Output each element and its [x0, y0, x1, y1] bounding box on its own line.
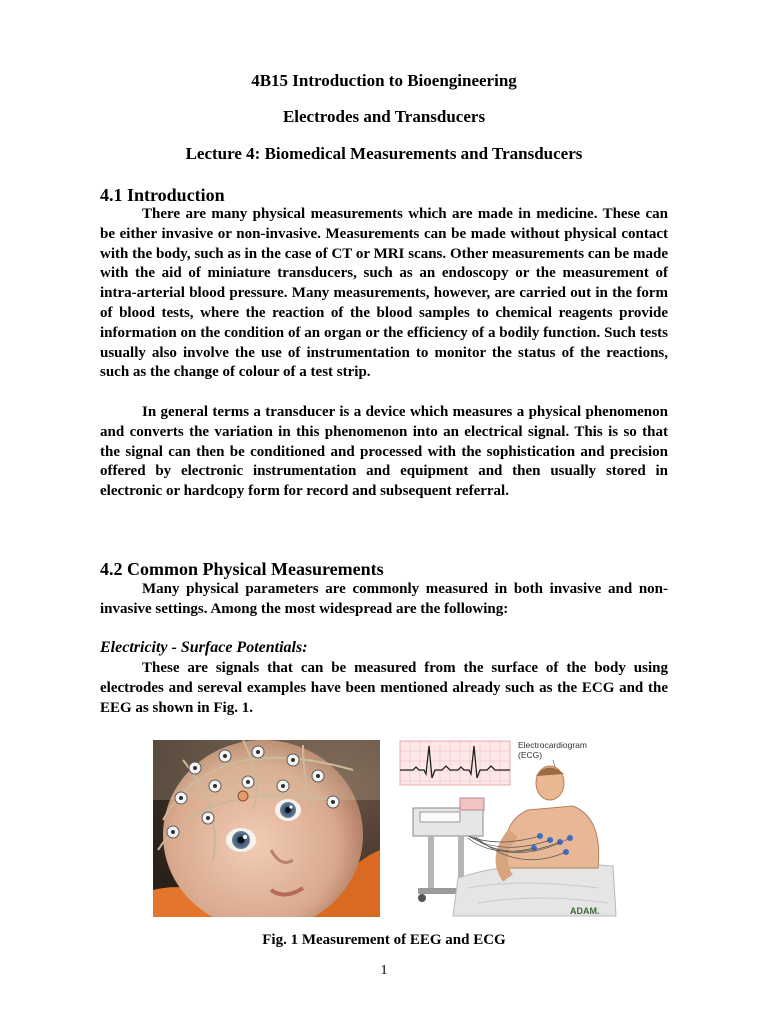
- figure-caption: Fig. 1 Measurement of EEG and ECG: [262, 932, 506, 948]
- course-title: 4B15 Introduction to Bioengineering: [251, 71, 517, 90]
- adam-logo: ADAM.: [570, 906, 600, 916]
- eeg-photo: [153, 740, 380, 917]
- subsection-heading-surface-potentials: Electricity - Surface Potentials:: [100, 639, 308, 656]
- eeg-illustration: [153, 740, 380, 917]
- intro-paragraph-1: There are many physical measurements which are made in medicine. These can be either invasive or non-invasive. Measurements can be made without physical contact with the body, such as in the case of CT or MRI scans. Other measurements can be made with the aid of miniature transducers, such as an endoscopy or the measurement of intra-arterial blood pressure. Many measurements, however, are carried out in the form of blood tests, where the reaction of the blood samples to chemical reagents provide information on the condition of an organ or the efficiency of a bodily function. Such tests usually also involve the use of instrumentation to monitor the status of the reactions, such as the change of colour of a test strip.: [100, 206, 668, 381]
- section-heading-introduction: 4.1 Introduction: [100, 185, 225, 205]
- ecg-label-line2: (ECG): [518, 750, 543, 760]
- ecg-illustration: [398, 738, 618, 918]
- topic-title: Electrodes and Transducers: [282, 107, 486, 126]
- ecg-label-line1: Electrocardiogram: [518, 740, 587, 750]
- page-number: 1: [380, 963, 388, 978]
- intro-paragraph-2: In general terms a transducer is a device which measures a physical phenomenon and converts the variation in this phenomenon into an electrical signal. This is so that the signal can then be conditioned and processed with the sophistication and precision offered by electronic instrumentation and equipment and then usually stored in electronic or hardcopy form for record and subsequent referral.: [100, 404, 668, 500]
- ecg-drawing: [398, 738, 618, 918]
- lecture-title: Lecture 4: Biomedical Measurements and Transducers: [185, 144, 583, 163]
- section-heading-common-measurements: 4.2 Common Physical Measurements: [100, 559, 384, 579]
- common-measurements-paragraph: Many physical parameters are commonly measured in both invasive and non-invasive settings. Among the most widespread are the following:: [100, 581, 668, 617]
- surface-potentials-paragraph: These are signals that can be measured from the surface of the body using electrodes and sereval examples have been mentioned already such as the ECG and the EEG as shown in Fig. 1.: [100, 660, 668, 716]
